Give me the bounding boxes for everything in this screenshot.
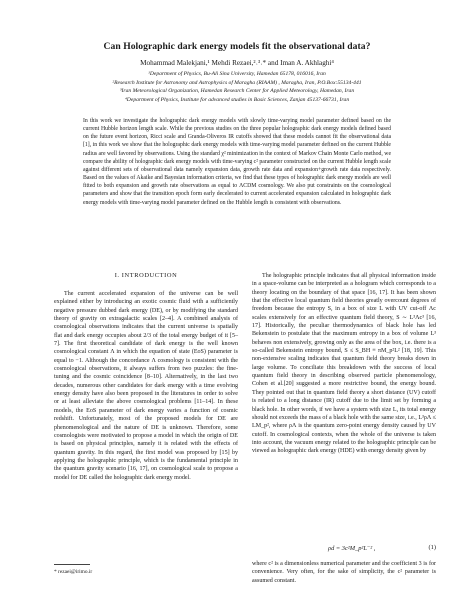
- right-column: [252, 272, 436, 456]
- abstract: [83, 117, 391, 207]
- footnote-rule: [54, 564, 90, 565]
- section-heading-introduction: I. INTRODUCTION: [114, 272, 178, 279]
- post-equation-paragraph: where c² is a dimensionless numerical parameter and the coefficient 3 is for convenience. Very often, for the sake of simplicity, the c² parameter is assumed constant.: [252, 561, 436, 584]
- intro-paragraph-left: The current accelerated expansion of the universe can be well explained either by introducing an exotic cosmic fluid with a sufficiently negative pressure dubbed dark energy (DE), or by modifying the standard theory of gravity on extragalactic scales [2–4]. A combined analysis of cosmological observations indicates that the current universe is spatially flat and dark energy occupies about 2/3 of the total energy budget of it [5–7]. The first theoretical candidate of dark energy is the well known cosmological constant Λ in which the equation of state (EoS) parameter is equal to −1. Although the concordance Λ cosmology is consistent with the cosmological observations, it always suffers from two puzzles: the fine-tuning and the cosmic coincidence [8–10]. Alternatively, in the last two decades, numerous other candidates for dark energy with a time evolving energy density have also been proposed in the literatures in order to solve or at least alleviate the above cosmological problems [11–14]. In these models, the EoS parameter of dark energy varies a function of cosmic redshift. Unfortunately, most of the proposed models for DE are phenomenological and the nature of DE is unknown. Therefore, some cosmologists were motivated to propose a model in which the origin of DE is based on physical principles, namely it is related with the effects of quantum gravity. In this regard, the first model was proposed by [15] by applying the holographic principle, which is the fundamental principle in the quantum gravity scenario [16, 17], on cosmological scale to propose a model for DE called the holographic dark energy model.: [54, 291, 238, 481]
- equation-number: (1): [428, 544, 436, 551]
- author-list: Mohammad Malekjani,¹ Mehdi Rezaei,²˒³˒* and Iman A. Akhlaghi⁴: [140, 59, 334, 67]
- paper-title: Can Holographic dark energy models fit the observational data?: [103, 41, 371, 52]
- affiliation-2: ²Research Institute for Astronomy and Astrophysics of Maragha (RIAAM) , Maragha, Iran, P.O.Box:55134-441: [112, 79, 362, 86]
- left-column: [54, 290, 238, 482]
- right-column-continued: [252, 560, 436, 585]
- affiliation-1: ¹Department of Physics, Bu-Ali Sina University, Hamedan 65178, 016016, Iran: [148, 71, 326, 77]
- abstract-text: In this work we investigate the holographic dark energy models with slowly time-varying model parameter defined based on the current Hubble horizon length scale. While the previous studies on the three popular holographic dark energy models defined based on the future event horizon, Ricci scale and Granda-Oliveros IR cutoffs showed that these models cannot fit the observational data [1], in this work we show that the holographic dark energy models with time-varying model parameter defined on the current Hubble radius are well favored by observations. Using the standard χ² minimization in the context of Markov Chain Monte Carlo method, we compare the ability of holographic dark energy models with time-varying c² parameter constructed on the current Hubble length scale against different sets of observational data namely expansion data, growth rate data and expansion+growth rate data respectively. Based on the values of Akaike and Bayesian information criteria, we find that these types of holographic dark energy models are well fitted to both expansion and growth rate observations as equal to ΛCDM cosmology. We also put constraints on the cosmological parameters and show that the transition epoch form early decelerated to current accelerated expansion calculated in holographic dark energy models with time-varying model parameter defined on the Hubble length is consistent with observations.: [83, 118, 391, 206]
- equation-1: [252, 543, 436, 555]
- affiliation-3: ³Iran Meteorological Organization, Hamedan Research Center for Applied Meteorology, Hamedan, Iran: [119, 88, 355, 94]
- affiliations: [30, 70, 444, 104]
- equation-body: ρd = 3c²M_p²L⁻² ,: [328, 545, 376, 552]
- footnote-email: * rezaei@irimo.ir: [54, 569, 93, 575]
- affiliation-4: ⁴Department of Physics, Institute for advanced studies in Basic Sciences, Zanjan 45137-66731, Iran: [124, 96, 350, 103]
- intro-paragraph-right: The holographic principle indicates that all physical information inside in a space-volume can be interpreted as a hologram which corresponds to a theory locating on the boundary of that space [16, 17]. It has been shown that the effective local quantum field theories greatly overcount degrees of freedom because the entropy S, in a box of size L with UV cut-off Λc scales extensively for an effective quantum field theory, S ∼ L³Λc³ [16, 17]. Historically, the peculiar thermodynamics of black hole has led Bekenstein to postulate that the maximum entropy in a box of volume L³ behaves non extensively, growing only as the area of the box, i.e. there is a so-called Bekenstein entropy bound, S ≤ S_BH ≡ πM_p²L² [18, 19]. This non-extensive scaling indicates that quantum field theory breaks down in large volume. To conciliate this breakdown with the success of local quantum field theory in describing observed particle phenomenology, Cohen et al.[20] suggested a more restrictive bound, the energy bound. They pointed out that in quantum field theory a short distance (UV) cutoff is related to a long distance (IR) cutoff due to the limit set by forming a black hole. In other words, if we have a system with size L, its total energy should not exceeds the mass of a black hole with the same size, i.e., L³ρΛ ≤ LM_p², where ρΛ is the quantum zero-point energy density caused by UV cutoff. In cosmological contexts, when the whole of the universe is taken into account, the vacuum energy related to the holographic principle can be viewed as holographic dark energy (HDE) with energy density given by: [252, 273, 436, 455]
